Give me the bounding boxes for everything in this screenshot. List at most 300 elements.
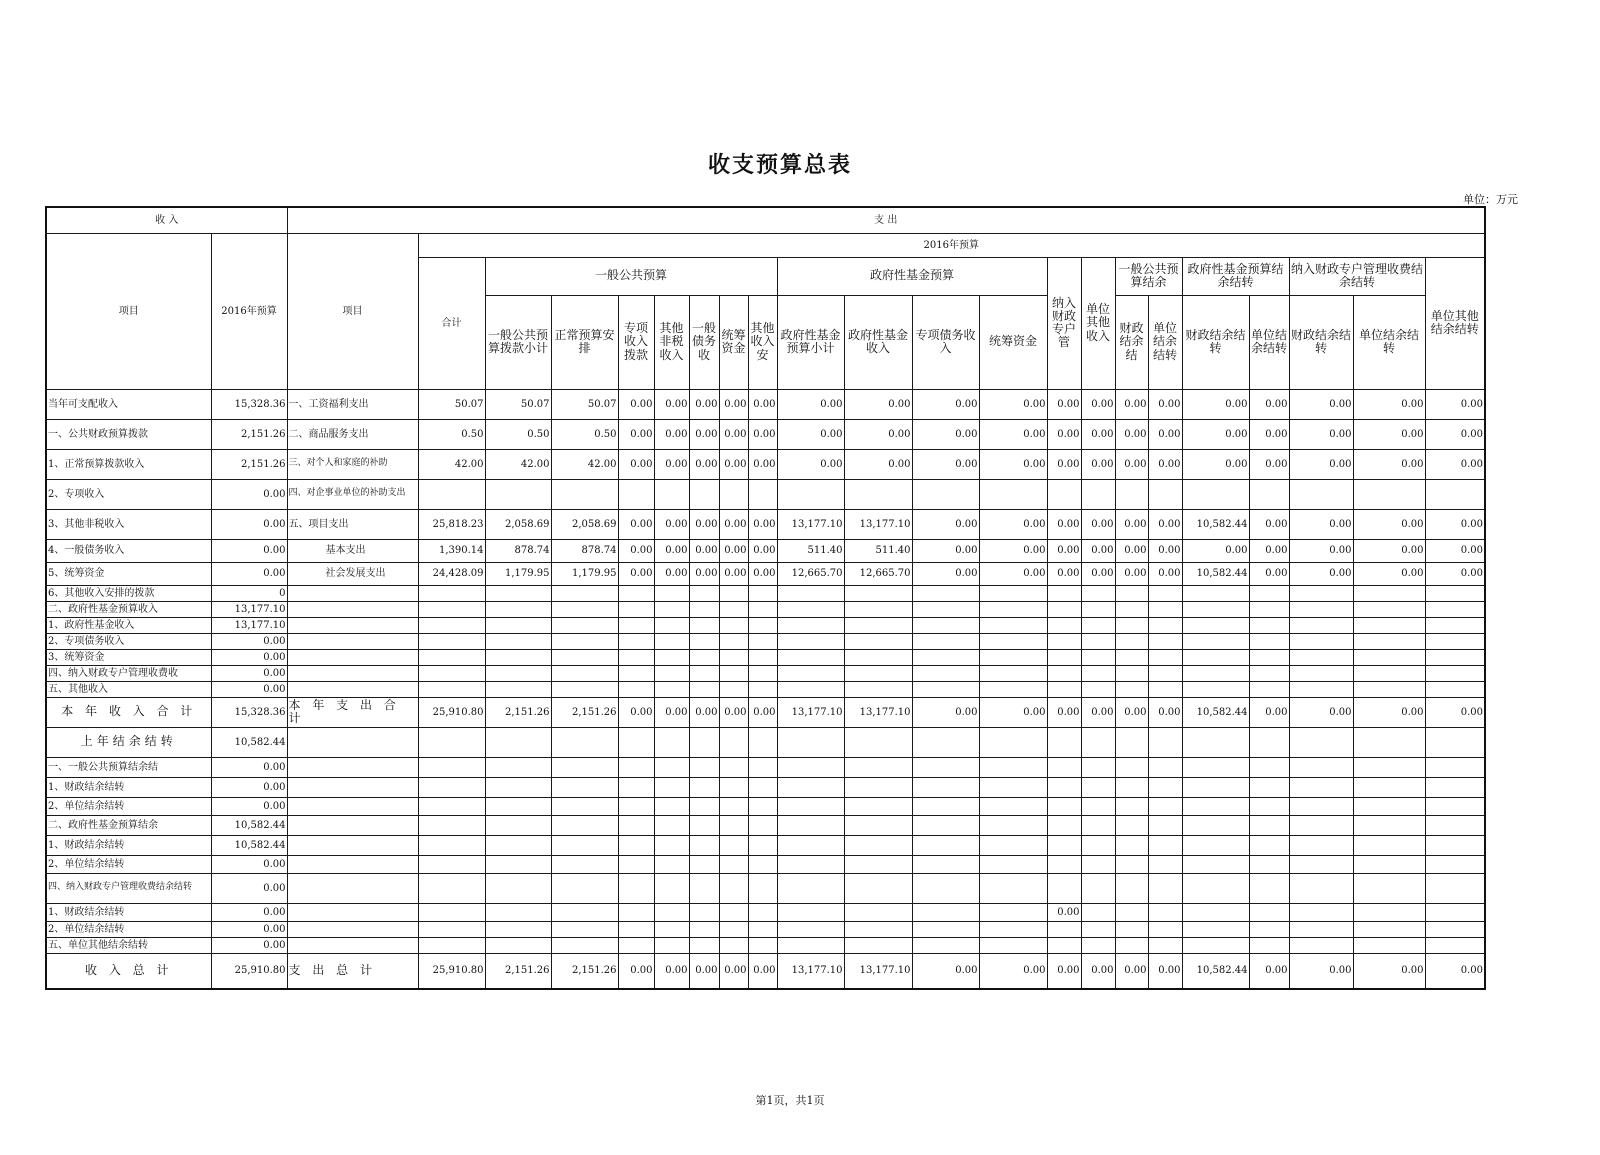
expense-value-cell: [1425, 479, 1485, 509]
income-item-cell: 2、专项债务收入: [46, 633, 211, 649]
expense-value-cell: 0.00: [1081, 449, 1115, 479]
expense-value-cell: [1115, 601, 1148, 617]
fund-pooled-header: 统筹资金: [979, 295, 1047, 389]
expense-value-cell: [1115, 815, 1148, 835]
expense-value-cell: [1047, 601, 1081, 617]
expense-value-cell: [1148, 479, 1182, 509]
expense-value-cell: [1115, 921, 1148, 937]
income-value-cell: 0.00: [211, 681, 287, 697]
expense-value-cell: [912, 903, 979, 921]
expense-value-cell: 878.74: [551, 539, 618, 562]
expense-value-cell: [418, 601, 485, 617]
expense-value-cell: 0.00: [1081, 419, 1115, 449]
expense-value-cell: 0.00: [618, 449, 654, 479]
expense-value-cell: [551, 633, 618, 649]
expense-value-cell: [1081, 585, 1115, 601]
table-row: [46, 727, 1485, 757]
expense-value-cell: [551, 727, 618, 757]
expense-value-cell: 0.00: [618, 953, 654, 989]
expense-value-cell: 10,582.44: [1182, 697, 1249, 727]
income-value-cell: 15,328.36: [211, 697, 287, 727]
expense-value-cell: [1182, 873, 1249, 903]
expense-value-cell: 0.00: [1115, 419, 1148, 449]
expense-value-cell: [1081, 835, 1115, 855]
expense-value-cell: [979, 815, 1047, 835]
expense-value-cell: [1081, 649, 1115, 665]
expense-value-cell: 0.00: [1148, 539, 1182, 562]
expense-value-cell: [979, 681, 1047, 697]
expense-value-cell: [1353, 937, 1425, 953]
expense-value-cell: [1182, 633, 1249, 649]
expense-value-cell: 0.00: [1289, 697, 1353, 727]
expense-value-cell: 0.00: [1047, 509, 1081, 539]
year-total-row: [46, 697, 1485, 727]
expense-value-cell: [1425, 617, 1485, 633]
expense-value-cell: [551, 815, 618, 835]
expense-value-cell: 24,428.09: [418, 562, 485, 585]
expense-value-cell: 0.00: [719, 562, 748, 585]
expense-value-cell: [418, 727, 485, 757]
expense-value-cell: [1425, 649, 1485, 665]
expense-value-cell: 0.00: [1115, 449, 1148, 479]
expense-value-cell: [618, 617, 654, 633]
income-value-cell: 0.00: [211, 509, 287, 539]
expense-value-cell: 0.00: [1425, 562, 1485, 585]
expense-value-cell: [912, 479, 979, 509]
expense-value-cell: [618, 601, 654, 617]
table-row: [46, 937, 1485, 953]
expense-value-cell: 0.00: [1115, 389, 1148, 419]
expense-value-cell: [1289, 757, 1353, 777]
expense-value-cell: [1047, 479, 1081, 509]
expense-value-cell: [1425, 903, 1485, 921]
expense-value-cell: [1425, 777, 1485, 797]
expense-value-cell: [748, 757, 777, 777]
expense-value-cell: [418, 585, 485, 601]
expense-value-cell: 0.00: [1047, 449, 1081, 479]
expense-item-cell: [287, 649, 418, 665]
expense-item-cell: [287, 873, 418, 903]
expense-value-cell: [979, 937, 1047, 953]
expense-value-cell: [1148, 585, 1182, 601]
expense-value-cell: [551, 797, 618, 815]
income-value-cell: 0.00: [211, 633, 287, 649]
expense-value-cell: [748, 601, 777, 617]
expense-value-cell: [485, 727, 551, 757]
expense-value-cell: [1289, 903, 1353, 921]
expense-value-cell: 0.00: [1047, 697, 1081, 727]
income-item-cell: 五、单位其他结余结转: [46, 937, 211, 953]
income-value-cell: 25,910.80: [211, 953, 287, 989]
expense-item-cell: [287, 855, 418, 873]
expense-value-cell: [1249, 585, 1289, 601]
expense-value-cell: 0.00: [748, 562, 777, 585]
expense-value-cell: 0.00: [1249, 562, 1289, 585]
expense-value-cell: [1081, 815, 1115, 835]
expense-value-cell: [689, 937, 719, 953]
expense-value-cell: [1353, 855, 1425, 873]
expense-item-cell: [287, 757, 418, 777]
income-value-cell: 10,582.44: [211, 815, 287, 835]
expense-value-cell: [418, 681, 485, 697]
expense-value-cell: 0.00: [689, 419, 719, 449]
expense-value-cell: [719, 585, 748, 601]
income-value-cell: 10,582.44: [211, 727, 287, 757]
income-value-cell: 10,582.44: [211, 835, 287, 855]
expense-value-cell: 1,179.95: [485, 562, 551, 585]
expense-value-cell: 42.00: [485, 449, 551, 479]
expense-value-cell: 0.00: [1115, 562, 1148, 585]
expense-value-cell: 0.00: [1148, 953, 1182, 989]
table-row: [46, 649, 1485, 665]
expense-value-cell: [485, 815, 551, 835]
expense-value-cell: [618, 727, 654, 757]
expense-value-cell: 0.00: [777, 449, 844, 479]
expense-value-cell: [1249, 649, 1289, 665]
expense-item-cell: [287, 835, 418, 855]
expense-value-cell: 0.00: [1047, 389, 1081, 419]
expense-value-cell: [1115, 633, 1148, 649]
expense-value-cell: [748, 617, 777, 633]
expense-value-cell: 0.00: [1353, 509, 1425, 539]
expense-value-cell: [912, 757, 979, 777]
expense-item-cell: [287, 815, 418, 835]
expense-value-cell: 0.00: [1081, 509, 1115, 539]
general-other-header: 其他收入安: [748, 295, 777, 389]
expense-value-cell: [912, 633, 979, 649]
expense-value-cell: 0.00: [1353, 539, 1425, 562]
expense-value-cell: 0.00: [1115, 509, 1148, 539]
expense-value-cell: [1182, 937, 1249, 953]
expense-value-cell: [485, 479, 551, 509]
general-subtotal-header: 一般公共预算拨款小计: [485, 295, 551, 389]
expense-value-cell: [1353, 727, 1425, 757]
expense-value-cell: [618, 921, 654, 937]
expense-value-cell: 10,582.44: [1182, 509, 1249, 539]
expense-value-cell: [689, 585, 719, 601]
gb-fiscal-header: 财政结余结: [1115, 295, 1148, 389]
expense-value-cell: 0.00: [912, 509, 979, 539]
expense-value-cell: 0.00: [1047, 419, 1081, 449]
income-item-cell: 四、纳入财政专户管理收费结余结转: [46, 873, 211, 903]
expense-item-cell: [287, 633, 418, 649]
expense-value-cell: [485, 903, 551, 921]
expense-value-cell: 0.00: [689, 509, 719, 539]
expense-value-cell: 0.00: [1249, 419, 1289, 449]
expense-value-cell: 0.00: [689, 539, 719, 562]
expense-value-cell: [689, 665, 719, 681]
expense-value-cell: [1081, 617, 1115, 633]
expense-value-cell: [1289, 815, 1353, 835]
table-row: [46, 449, 1485, 479]
expense-value-cell: 0.00: [912, 953, 979, 989]
expense-value-cell: [912, 727, 979, 757]
expense-value-cell: [1182, 585, 1249, 601]
expense-item-cell: [287, 681, 418, 697]
expense-value-cell: [689, 815, 719, 835]
expense-value-cell: 50.07: [485, 389, 551, 419]
expense-value-cell: 0.00: [748, 697, 777, 727]
expense-value-cell: [618, 873, 654, 903]
expense-value-cell: [1182, 835, 1249, 855]
expense-value-cell: [689, 903, 719, 921]
expense-value-cell: [844, 873, 912, 903]
expense-value-cell: [654, 585, 689, 601]
expense-value-cell: [844, 855, 912, 873]
expense-value-cell: 0.00: [1353, 389, 1425, 419]
expense-value-cell: [1353, 777, 1425, 797]
expense-value-cell: 0.00: [1148, 389, 1182, 419]
expense-value-cell: 878.74: [485, 539, 551, 562]
expense-value-cell: [1148, 921, 1182, 937]
expense-value-cell: [979, 835, 1047, 855]
expense-value-cell: [844, 777, 912, 797]
expense-value-cell: [1081, 873, 1115, 903]
expense-value-cell: [777, 855, 844, 873]
expense-item-cell: [287, 921, 418, 937]
expense-value-cell: 0.00: [1249, 449, 1289, 479]
expense-value-cell: [551, 921, 618, 937]
expense-value-cell: 0.00: [1081, 562, 1115, 585]
expense-value-cell: [1249, 921, 1289, 937]
expense-item-cell: [287, 903, 418, 921]
expense-value-cell: [1148, 937, 1182, 953]
expense-value-cell: [1115, 665, 1148, 681]
expense-value-cell: [719, 757, 748, 777]
expense-value-cell: [748, 727, 777, 757]
expense-value-cell: [748, 855, 777, 873]
expense-value-cell: [654, 479, 689, 509]
expense-value-cell: [418, 797, 485, 815]
income-item-cell: 四、纳入财政专户管理收费收: [46, 665, 211, 681]
expense-value-cell: [654, 649, 689, 665]
expense-value-cell: 0.00: [1081, 539, 1115, 562]
expense-value-cell: [719, 633, 748, 649]
expense-value-cell: [1047, 727, 1081, 757]
expense-value-cell: 12,665.70: [844, 562, 912, 585]
expense-value-cell: [689, 757, 719, 777]
expense-value-cell: 0.00: [654, 389, 689, 419]
expense-value-cell: 0.00: [1249, 953, 1289, 989]
expense-value-cell: 0.00: [1289, 449, 1353, 479]
expense-value-cell: [844, 585, 912, 601]
expense-value-cell: [912, 921, 979, 937]
expense-item-cell: 基本支出: [287, 539, 418, 562]
expense-value-cell: [748, 815, 777, 835]
expense-value-cell: [1047, 835, 1081, 855]
expense-value-cell: 0.00: [979, 449, 1047, 479]
expense-value-cell: 0.00: [1353, 419, 1425, 449]
expense-value-cell: 0.00: [1425, 539, 1485, 562]
expense-value-cell: [777, 815, 844, 835]
page-title: 收支预算总表: [707, 152, 852, 178]
expense-value-cell: [1289, 617, 1353, 633]
income-item-cell: 1、财政结余结转: [46, 835, 211, 855]
expense-value-cell: [1115, 757, 1148, 777]
expense-value-cell: [1249, 617, 1289, 633]
expense-value-cell: [485, 835, 551, 855]
expense-value-cell: 0.00: [1047, 953, 1081, 989]
expense-value-cell: [1249, 815, 1289, 835]
expense-value-cell: [654, 855, 689, 873]
expense-value-cell: 13,177.10: [777, 953, 844, 989]
expense-value-cell: [485, 649, 551, 665]
income-item-cell: 1、政府性基金收入: [46, 617, 211, 633]
expense-value-cell: [1081, 727, 1115, 757]
expense-value-cell: [1115, 777, 1148, 797]
expense-value-cell: [1249, 681, 1289, 697]
expense-value-cell: [485, 777, 551, 797]
expense-value-cell: 0.00: [1115, 539, 1148, 562]
expense-value-cell: 0.00: [1115, 953, 1148, 989]
expense-value-cell: 10,582.44: [1182, 953, 1249, 989]
nb-fiscal-header: 财政结余结转: [1289, 295, 1353, 389]
expense-value-cell: 0.00: [689, 953, 719, 989]
income-item-cell: 2、专项收入: [46, 479, 211, 509]
expense-item-cell: 一、工资福利支出: [287, 389, 418, 419]
expense-value-cell: [1182, 921, 1249, 937]
expense-value-cell: [1148, 903, 1182, 921]
income-budget-header: 2016年预算: [211, 233, 287, 389]
expense-value-cell: [1182, 649, 1249, 665]
expense-value-cell: [418, 855, 485, 873]
expense-value-cell: 0.00: [689, 697, 719, 727]
expense-value-cell: 0.00: [1289, 953, 1353, 989]
expense-value-cell: [719, 601, 748, 617]
expense-value-cell: 0.00: [1182, 419, 1249, 449]
income-item-header: 项目: [46, 233, 211, 389]
expense-value-cell: [418, 665, 485, 681]
income-value-cell: 0.00: [211, 665, 287, 681]
income-item-cell: 收 入 总 计: [46, 953, 211, 989]
expense-value-cell: [689, 835, 719, 855]
expense-value-cell: 0.00: [654, 449, 689, 479]
expense-value-cell: [1289, 681, 1353, 697]
table-row: [46, 665, 1485, 681]
income-header: 收 入: [46, 207, 287, 233]
income-value-cell: 0.00: [211, 903, 287, 921]
expense-value-cell: [719, 921, 748, 937]
expense-value-cell: [1289, 585, 1353, 601]
expense-value-cell: [777, 903, 844, 921]
expense-value-cell: [1182, 681, 1249, 697]
fb-fiscal-header: 财政结余结转: [1182, 295, 1249, 389]
expense-value-cell: [1047, 873, 1081, 903]
expense-value-cell: [551, 757, 618, 777]
expense-value-cell: 0.00: [1081, 953, 1115, 989]
table-row: [46, 601, 1485, 617]
expense-value-cell: 0.00: [1148, 697, 1182, 727]
expense-value-cell: [689, 681, 719, 697]
expense-value-cell: 0.00: [979, 562, 1047, 585]
expense-value-cell: 0.50: [418, 419, 485, 449]
expense-value-cell: 0.00: [979, 389, 1047, 419]
expense-value-cell: 0.00: [618, 562, 654, 585]
expense-value-cell: [618, 757, 654, 777]
expense-value-cell: 0.00: [1148, 449, 1182, 479]
general-pooled-header: 统筹资金: [719, 295, 748, 389]
expense-item-cell: [287, 617, 418, 633]
expense-value-cell: [1353, 585, 1425, 601]
expense-value-cell: [1249, 903, 1289, 921]
table-row: [46, 757, 1485, 777]
expense-value-cell: [1289, 921, 1353, 937]
expense-value-cell: [912, 797, 979, 815]
expense-value-cell: [844, 633, 912, 649]
expense-value-cell: 0.00: [912, 389, 979, 419]
expense-value-cell: 0.00: [1148, 509, 1182, 539]
expense-value-cell: 2,058.69: [485, 509, 551, 539]
table-row: [46, 777, 1485, 797]
expense-value-cell: [1047, 937, 1081, 953]
expense-value-cell: [1249, 873, 1289, 903]
expense-value-cell: [1249, 633, 1289, 649]
expense-value-cell: [418, 479, 485, 509]
expense-value-cell: 0.00: [1249, 539, 1289, 562]
expense-value-cell: [485, 921, 551, 937]
expense-value-cell: [418, 777, 485, 797]
expense-value-cell: 0.00: [618, 389, 654, 419]
expense-value-cell: [777, 937, 844, 953]
expense-value-cell: [654, 757, 689, 777]
expense-value-cell: [1047, 815, 1081, 835]
expense-value-cell: 0.00: [979, 509, 1047, 539]
expense-value-cell: [1353, 665, 1425, 681]
expense-value-cell: [689, 777, 719, 797]
fiscal-account-balance-header: 纳入财政专户管理收费结余结转: [1289, 257, 1425, 295]
expense-value-cell: 0.00: [1047, 903, 1081, 921]
expense-value-cell: [1115, 681, 1148, 697]
expense-value-cell: [1353, 617, 1425, 633]
expense-value-cell: [1047, 681, 1081, 697]
expense-value-cell: [979, 757, 1047, 777]
expense-value-cell: [1249, 835, 1289, 855]
income-item-cell: 2、单位结余结转: [46, 855, 211, 873]
expense-value-cell: 0.00: [1182, 389, 1249, 419]
expense-value-cell: [689, 797, 719, 815]
expense-value-cell: [654, 921, 689, 937]
expense-value-cell: 0.00: [1353, 562, 1425, 585]
expense-value-cell: [844, 815, 912, 835]
total-header: 合计: [418, 257, 485, 389]
expense-value-cell: [689, 601, 719, 617]
table-row: [46, 873, 1485, 903]
expense-value-cell: [979, 633, 1047, 649]
expense-value-cell: [1182, 777, 1249, 797]
income-value-cell: 0.00: [211, 562, 287, 585]
expense-value-cell: [777, 681, 844, 697]
expense-value-cell: [418, 835, 485, 855]
expense-value-cell: 25,910.80: [418, 953, 485, 989]
expense-value-cell: 0.00: [1115, 697, 1148, 727]
expense-item-cell: [287, 585, 418, 601]
expense-value-cell: 25,910.80: [418, 697, 485, 727]
income-item-cell: 1、正常预算拨款收入: [46, 449, 211, 479]
expense-value-cell: [748, 585, 777, 601]
grand-total-row: [46, 953, 1485, 989]
expense-value-cell: [1182, 903, 1249, 921]
expense-value-cell: [1081, 937, 1115, 953]
expense-value-cell: [912, 855, 979, 873]
expense-value-cell: 0.00: [1249, 389, 1289, 419]
expense-value-cell: [551, 649, 618, 665]
expense-value-cell: [777, 479, 844, 509]
table-row: [46, 903, 1485, 921]
expense-value-cell: [1115, 937, 1148, 953]
expense-value-cell: [1148, 873, 1182, 903]
expense-value-cell: 0.00: [979, 697, 1047, 727]
expense-value-cell: [1081, 633, 1115, 649]
